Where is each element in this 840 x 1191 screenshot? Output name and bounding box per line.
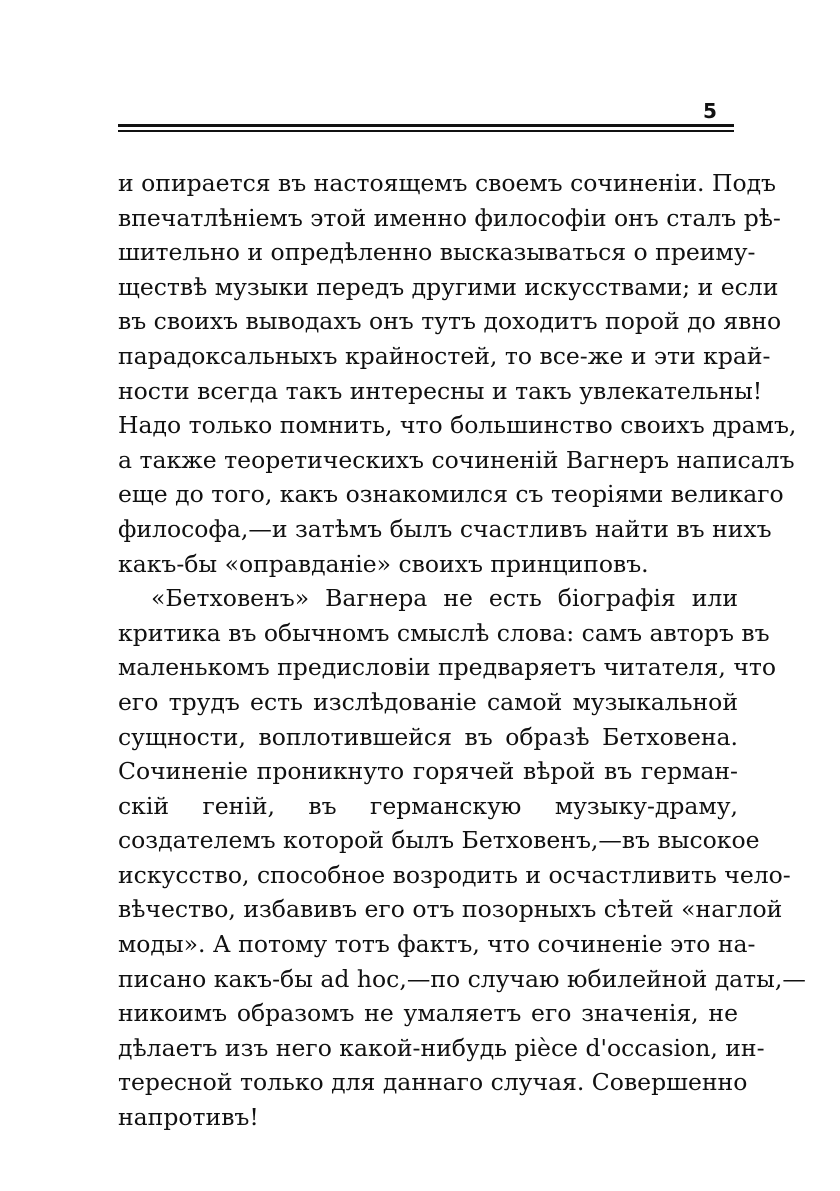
paragraph-end-line: напротивъ! <box>118 1103 259 1132</box>
paragraph-start-line: «Бетховенъ» Вагнера не есть біографія или <box>151 584 738 613</box>
text-line: шительно и опредѣленно высказываться о преиму- <box>118 238 756 267</box>
text-line: дѣлаетъ изъ него какой-нибудь pièce d'occasion, ин- <box>118 1033 765 1062</box>
text-line: философа,—и затѣмъ былъ счастливъ найти въ нихъ <box>118 514 772 543</box>
text-line: Сочиненіе проникнуто горячей вѣрой въ герман- <box>118 757 738 786</box>
text-line: ности всегда такъ интересны и такъ увлекательны! <box>118 376 763 405</box>
text-line: ществѣ музыки передъ другими искусствами; и если <box>118 272 779 301</box>
text-line: парадоксальныхъ крайностей, то все-же и эти край- <box>118 341 771 370</box>
page-number: 5 <box>703 99 717 123</box>
text-line: тересной только для даннаго случая. Совершенно <box>118 1068 748 1097</box>
header-rule-thin <box>118 130 734 132</box>
text-line: искусство, способное возродить и осчастливить чело- <box>118 860 791 889</box>
text-line: вѣчество, избавивъ его отъ позорныхъ сѣтей «наглой <box>118 895 783 924</box>
text-line: Надо только помнить, что большинство своихъ драмъ, <box>118 411 797 440</box>
text-line: моды». А потому тотъ фактъ, что сочиненіе это на- <box>118 930 756 959</box>
text-line: писано какъ-бы ad hoc,—по случаю юбилейной даты,— <box>118 964 806 993</box>
text-line: критика въ обычномъ смыслѣ слова: самъ авторъ въ <box>118 618 770 647</box>
text-line: впечатлѣніемъ этой именно философіи онъ сталъ рѣ- <box>118 203 781 232</box>
body-text <box>118 166 806 1135</box>
text-line: и опирается въ настоящемъ своемъ сочиненіи. Подъ <box>118 169 777 197</box>
text-line: въ своихъ выводахъ онъ тутъ доходитъ порой до явно <box>118 307 782 336</box>
paragraph-end-line: какъ-бы «оправданіе» своихъ принциповъ. <box>118 549 649 578</box>
text-line: маленькомъ предисловіи предваряетъ читателя, что <box>118 653 776 682</box>
header-rule-thick <box>118 124 734 127</box>
text-line: еще до того, какъ ознакомился съ теоріями великаго <box>118 480 784 509</box>
text-line: сущности, воплотившейся въ образѣ Бетховена. <box>118 722 738 751</box>
text-line: скій геній, въ германскую музыку-драму, <box>118 791 738 820</box>
text-line: создателемъ которой былъ Бетховенъ,—въ высокое <box>118 826 760 855</box>
text-line: а также теоретическихъ сочиненій Вагнеръ написалъ <box>118 445 795 474</box>
text-line: его трудъ есть изслѣдованіе самой музыкальной <box>118 687 738 716</box>
text-line: никоимъ образомъ не умаляетъ его значенія, не <box>118 999 738 1028</box>
